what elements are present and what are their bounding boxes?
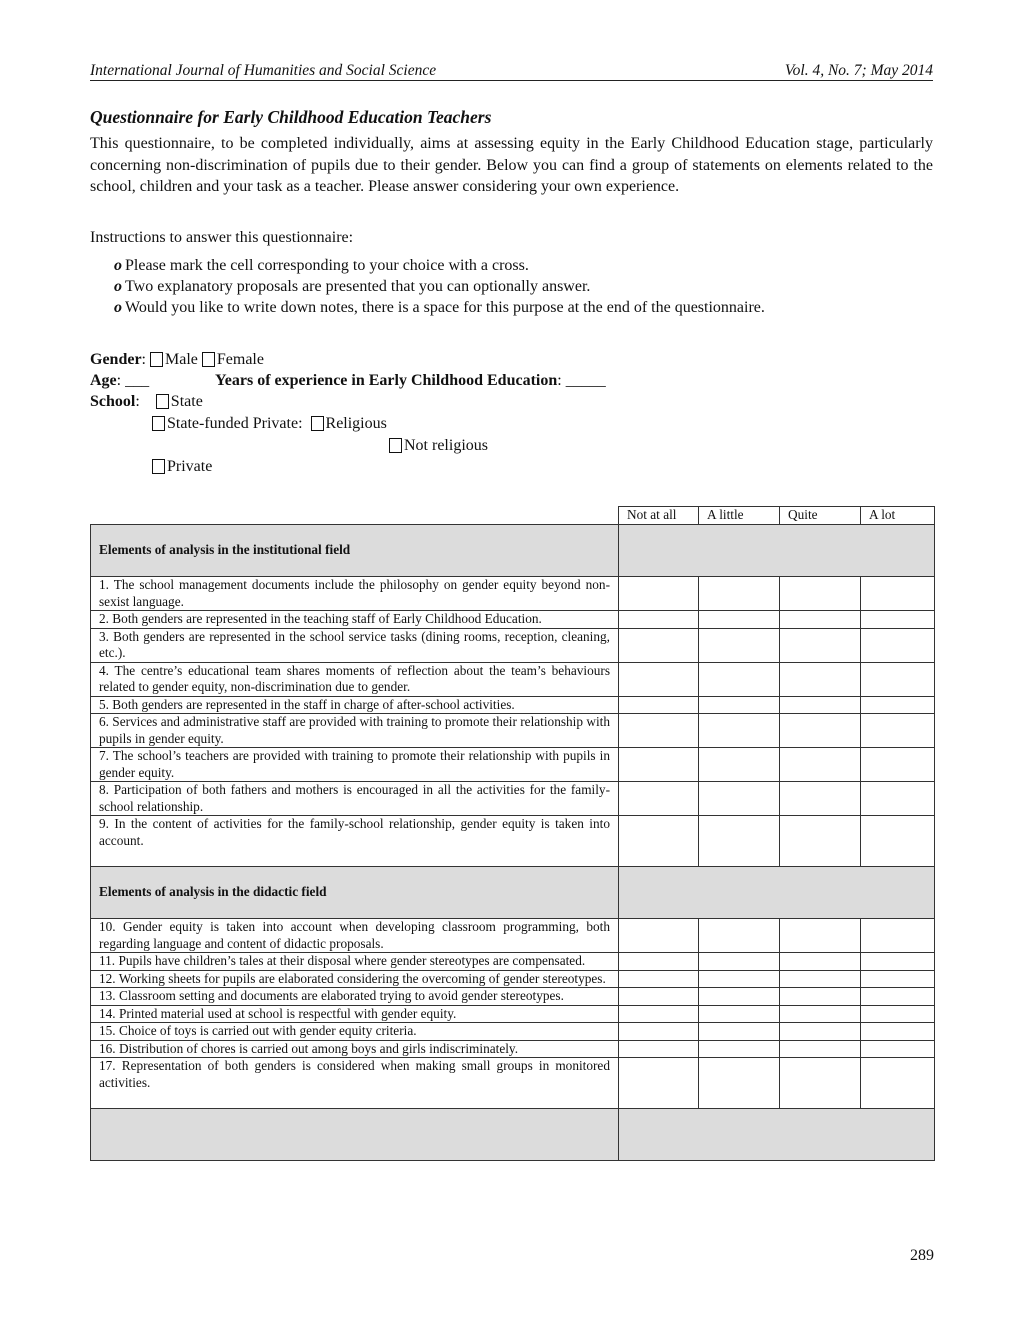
item-text: 7. The school’s teachers are provided with training to promote their relationship with pupils in gender equity.	[91, 748, 619, 782]
table-row	[91, 748, 935, 782]
answer-cell[interactable]	[780, 611, 861, 629]
instructions-list	[114, 255, 765, 318]
experience-label: Years of experience in Early Childhood Education	[215, 372, 558, 389]
page-number: 289	[910, 1247, 934, 1264]
table-row	[91, 919, 935, 953]
section-title-didactic: Elements of analysis in the didactic field	[91, 867, 619, 919]
answer-cell[interactable]	[780, 816, 861, 867]
answer-cell[interactable]	[861, 714, 935, 748]
answer-cell[interactable]	[619, 577, 699, 611]
answer-cell[interactable]	[780, 782, 861, 816]
answer-cell[interactable]	[619, 970, 699, 988]
answer-cell[interactable]	[861, 970, 935, 988]
section-title-institutional: Elements of analysis in the institutional field	[91, 525, 619, 577]
item-text: 14. Printed material used at school is respectful with gender equity.	[91, 1005, 619, 1023]
state-funded-row	[148, 414, 387, 434]
answer-cell[interactable]	[619, 1040, 699, 1058]
answer-cell[interactable]	[619, 1058, 699, 1109]
scale-not-at-all: Not at all	[619, 507, 699, 525]
item-text: 8. Participation of both fathers and mothers is encouraged in all the activities for the family-school relationship.	[91, 782, 619, 816]
answer-cell[interactable]	[619, 611, 699, 629]
answer-cell[interactable]	[861, 1040, 935, 1058]
scale-quite: Quite	[780, 507, 861, 525]
bullet-marker: o	[114, 278, 122, 295]
section-header-row	[91, 867, 935, 919]
intro-paragraph: This questionnaire, to be completed individually, aims at assessing equity in the Early Childhood Education stage, particularly concerning non-discrimination of pupils due to their gender. Below you can find a group of statements on elements related to the school, children and your task as a teacher. Please answer considering your own experience.	[90, 135, 933, 195]
answer-cell[interactable]	[619, 919, 699, 953]
table-row	[91, 714, 935, 748]
table-row	[91, 696, 935, 714]
item-text: 10. Gender equity is taken into account when developing classroom programming, both regarding language and content of didactic proposals.	[91, 919, 619, 953]
table-row	[91, 782, 935, 816]
answer-cell[interactable]	[780, 577, 861, 611]
scale-a-little: A little	[699, 507, 780, 525]
item-text: 3. Both genders are represented in the school service tasks (dining rooms, reception, cleaning, etc.).	[91, 628, 619, 662]
answer-cell[interactable]	[619, 714, 699, 748]
answer-cell[interactable]	[699, 577, 780, 611]
scale-a-lot: A lot	[861, 507, 935, 525]
answer-cell[interactable]	[780, 1058, 861, 1109]
table-row	[91, 662, 935, 696]
school-label: School	[90, 393, 136, 410]
state-checkbox[interactable]	[156, 394, 169, 409]
item-text: 17. Representation of both genders is considered when making small groups in monitored activities.	[91, 1058, 619, 1109]
answer-cell[interactable]	[861, 628, 935, 662]
answer-cell[interactable]	[699, 988, 780, 1006]
answer-cell[interactable]	[861, 816, 935, 867]
running-header	[90, 62, 933, 81]
answer-cell[interactable]	[699, 748, 780, 782]
bullet-marker: o	[114, 299, 122, 316]
age-row: Age: ___	[90, 372, 150, 389]
answer-cell[interactable]	[619, 988, 699, 1006]
answer-cell[interactable]	[861, 577, 935, 611]
answer-cell[interactable]	[861, 696, 935, 714]
item-text: 16. Distribution of chores is carried out among boys and girls indiscriminately.	[91, 1040, 619, 1058]
table-row	[91, 1058, 935, 1109]
answer-cell[interactable]	[780, 1023, 861, 1041]
answer-cell[interactable]	[699, 696, 780, 714]
male-option-label: Male	[165, 351, 198, 368]
scale-header-row	[91, 507, 935, 525]
instruction-item: o Two explanatory proposals are presented that you can optionally answer.	[114, 278, 591, 295]
answer-cell[interactable]	[780, 748, 861, 782]
answer-cell[interactable]	[699, 662, 780, 696]
not-religious-row	[385, 436, 488, 456]
answer-cell[interactable]	[780, 628, 861, 662]
table-row	[91, 628, 935, 662]
answer-cell[interactable]	[619, 1023, 699, 1041]
table-row	[91, 988, 935, 1006]
answer-cell[interactable]	[619, 1005, 699, 1023]
instructions-label: Instructions to answer this questionnaire:	[90, 229, 354, 246]
answer-cell[interactable]	[699, 816, 780, 867]
table-row	[91, 1040, 935, 1058]
answer-cell[interactable]	[619, 748, 699, 782]
answer-cell[interactable]	[861, 919, 935, 953]
table-row	[91, 611, 935, 629]
item-text: 12. Working sheets for pupils are elaborated considering the overcoming of gender stereotypes.	[91, 970, 619, 988]
answer-cell[interactable]	[699, 1058, 780, 1109]
answer-cell[interactable]	[699, 1005, 780, 1023]
answer-cell[interactable]	[861, 662, 935, 696]
religious-option-label: Religious	[325, 415, 387, 432]
questionnaire-title: Questionnaire for Early Childhood Education Teachers	[90, 107, 492, 127]
item-text: 15. Choice of toys is carried out with gender equity criteria.	[91, 1023, 619, 1041]
school-row: School: State	[90, 393, 203, 410]
answer-cell[interactable]	[619, 628, 699, 662]
instruction-item: o Please mark the cell corresponding to your choice with a cross.	[114, 257, 529, 274]
table-row	[91, 1023, 935, 1041]
footer-row	[91, 1109, 935, 1161]
experience-blank[interactable]: _____	[565, 372, 606, 389]
table-row	[91, 970, 935, 988]
table-row	[91, 953, 935, 971]
answer-cell[interactable]	[780, 919, 861, 953]
answer-cell[interactable]	[699, 611, 780, 629]
answer-cell[interactable]	[780, 662, 861, 696]
state-funded-label: State-funded Private:	[167, 415, 303, 432]
private-row	[148, 457, 212, 477]
answer-cell[interactable]	[861, 953, 935, 971]
answer-cell[interactable]	[861, 748, 935, 782]
item-text: 1. The school management documents include the philosophy on gender equity beyond non-sexist language.	[91, 577, 619, 611]
answer-cell[interactable]	[699, 970, 780, 988]
answer-cell[interactable]	[699, 953, 780, 971]
journal-name: International Journal of Humanities and Social Science	[90, 62, 437, 79]
questionnaire-table	[90, 506, 935, 1161]
table-row	[91, 577, 935, 611]
gender-label: Gender	[90, 351, 142, 368]
item-text: 4. The centre’s educational team shares moments of reflection about the team’s behaviours related to gender equity, non-discrimination due to gender.	[91, 662, 619, 696]
answer-cell[interactable]	[619, 696, 699, 714]
answer-cell[interactable]	[861, 611, 935, 629]
footer-shaded-cell	[619, 1109, 935, 1161]
answer-cell[interactable]	[780, 714, 861, 748]
footer-shaded-cell	[91, 1109, 619, 1161]
item-text: 9. In the content of activities for the family-school relationship, gender equity is taken into account.	[91, 816, 619, 867]
answer-cell[interactable]	[699, 1023, 780, 1041]
experience-row: Years of experience in Early Childhood Education: _____	[215, 372, 606, 389]
private-option-label: Private	[167, 458, 213, 475]
answer-cell[interactable]	[780, 953, 861, 971]
state-option-label: State	[170, 393, 203, 410]
answer-cell[interactable]	[699, 714, 780, 748]
gender-row: Gender: Male Female	[90, 351, 264, 368]
answer-cell[interactable]	[619, 953, 699, 971]
answer-cell[interactable]	[699, 919, 780, 953]
answer-cell[interactable]	[861, 1023, 935, 1041]
item-text: 11. Pupils have children’s tales at their disposal where gender stereotypes are compensated.	[91, 953, 619, 971]
not-religious-option-label: Not religious	[404, 437, 488, 454]
item-text: 2. Both genders are represented in the teaching staff of Early Childhood Education.	[91, 611, 619, 629]
answer-cell[interactable]	[699, 628, 780, 662]
answer-cell[interactable]	[699, 782, 780, 816]
answer-cell[interactable]	[780, 1005, 861, 1023]
not-religious-checkbox[interactable]	[389, 438, 402, 453]
answer-cell[interactable]	[780, 1040, 861, 1058]
answer-cell[interactable]	[619, 782, 699, 816]
age-label: Age	[90, 372, 117, 389]
item-text: 5. Both genders are represented in the staff in charge of after-school activities.	[91, 696, 619, 714]
answer-cell[interactable]	[861, 1005, 935, 1023]
answer-cell[interactable]	[780, 970, 861, 988]
section-header-row	[91, 525, 935, 577]
answer-cell[interactable]	[861, 782, 935, 816]
female-option-label: Female	[216, 351, 264, 368]
female-checkbox[interactable]	[202, 352, 215, 367]
bullet-marker: o	[114, 257, 122, 274]
answer-cell[interactable]	[619, 662, 699, 696]
answer-cell[interactable]	[699, 1040, 780, 1058]
answer-cell[interactable]	[780, 988, 861, 1006]
private-checkbox[interactable]	[152, 459, 165, 474]
religious-checkbox[interactable]	[311, 416, 324, 431]
male-checkbox[interactable]	[150, 352, 163, 367]
table-row	[91, 816, 935, 867]
item-text: 13. Classroom setting and documents are elaborated trying to avoid gender stereotypes.	[91, 988, 619, 1006]
instruction-item: o Would you like to write down notes, there is a space for this purpose at the end of the questionnaire.	[114, 299, 765, 316]
age-blank[interactable]: ___	[125, 372, 150, 389]
table-row	[91, 1005, 935, 1023]
answer-cell[interactable]	[780, 696, 861, 714]
volume-info: Vol. 4, No. 7; May 2014	[784, 62, 933, 79]
state-funded-checkbox[interactable]	[152, 416, 165, 431]
answer-cell[interactable]	[861, 1058, 935, 1109]
answer-cell[interactable]	[861, 988, 935, 1006]
answer-cell[interactable]	[619, 816, 699, 867]
item-text: 6. Services and administrative staff are provided with training to promote their relationship with pupils in gender equity.	[91, 714, 619, 748]
